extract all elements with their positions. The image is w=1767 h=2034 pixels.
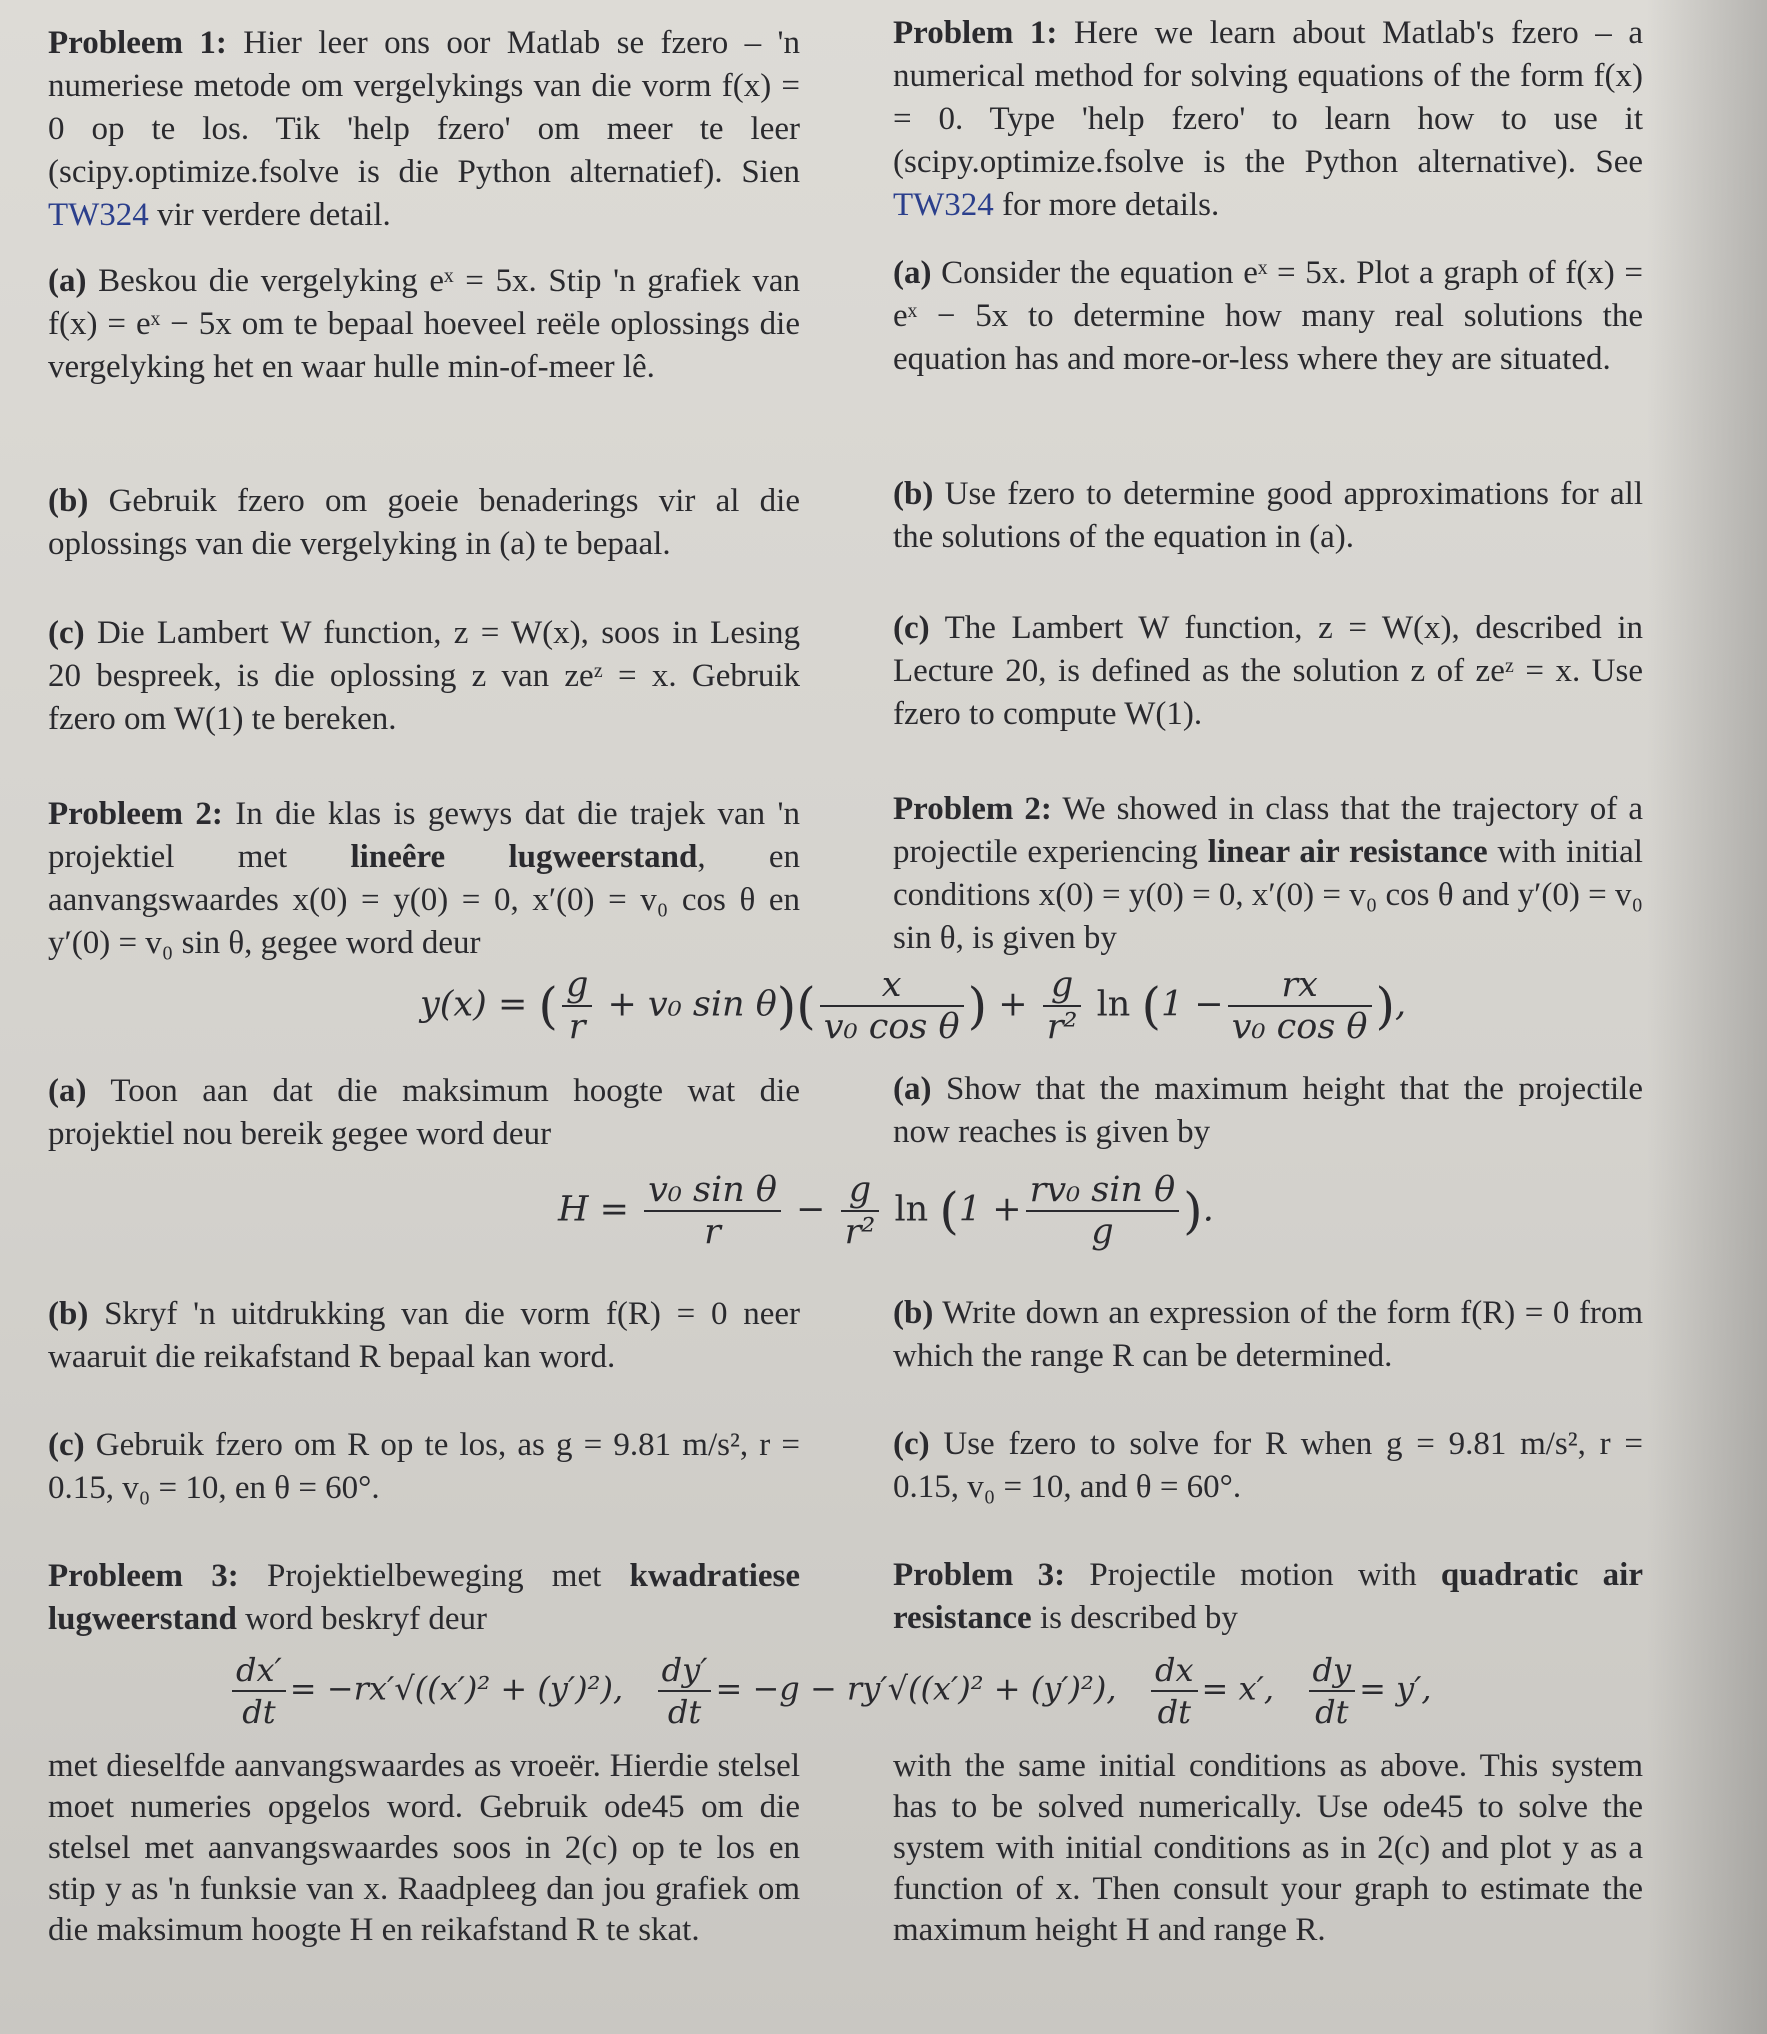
af-2a-text: Toon aan dat die maksimum hoogte wat die projektiel nou bereik gegee word deur <box>48 1073 800 1152</box>
en-1b-label: (b) <box>893 476 934 512</box>
eq1-paren-close: ) <box>776 977 797 1035</box>
eq1-frac-g-r <box>562 965 592 1047</box>
af-problem3-title: Probleem 3: <box>48 1558 239 1594</box>
eq2-num2: g <box>841 1170 880 1212</box>
en-2a-label: (a) <box>893 1071 932 1107</box>
quadratic-drag-system <box>228 1650 1432 1732</box>
en-1a-text: Consider the equation eˣ = 5x. Plot a graph of f(x) = eˣ − 5x to determine how many real solutions the equation has and more-or-less where they are situated. <box>893 255 1643 377</box>
en-problem2-a <box>893 1068 1643 1154</box>
eq1-lhs: y(x) = <box>420 984 528 1025</box>
eq1-num3: g <box>1043 965 1082 1007</box>
en-problem3-bold: quadratic air resistance <box>893 1557 1643 1636</box>
eq1-ln: ln <box>1096 984 1131 1025</box>
eq3-num2: dy′ <box>658 1650 712 1692</box>
af-tw324-link[interactable]: TW324 <box>48 197 149 233</box>
eq3-rhs2: = −g − ry′√((x′)² + (y′)²), <box>715 1669 1117 1708</box>
af-problem1-intro <box>48 22 800 237</box>
eq2-paren-open: ( <box>939 1182 959 1240</box>
max-height-equation <box>558 1170 1214 1252</box>
en-problem1-b <box>893 473 1643 559</box>
eq1-den: r <box>568 1007 586 1047</box>
af-problem3-text-end: word beskryf deur <box>236 1601 488 1637</box>
en-problem2-bold: linear air resistance <box>1207 834 1488 870</box>
eq1-den3: r² <box>1046 1007 1078 1047</box>
af-problem1-b <box>48 480 800 566</box>
af-problem1-c <box>48 612 800 741</box>
af-problem2-b <box>48 1293 800 1379</box>
eq2-lhs: H = <box>558 1189 629 1230</box>
eq2-frac-g-r2 <box>841 1170 880 1252</box>
en-problem3-title: Problem 3: <box>893 1557 1066 1593</box>
eq3-dx-dt <box>1151 1650 1198 1732</box>
af-1b-text: Gebruik fzero om goeie benaderings vir al die oplossings van die vergelyking in (a) te bepaal. <box>48 483 800 562</box>
af-problem3-bold: kwadratiese lugweerstand <box>48 1558 800 1637</box>
en-2b-text: Write down an expression of the form f(R) = 0 from which the range R can be determined. <box>893 1295 1643 1374</box>
eq3-rhs1: = −rx′√((x′)² + (y′)²), <box>289 1669 624 1708</box>
en-problem1-c <box>893 607 1643 736</box>
en-1c-text: The Lambert W function, z = W(x), described in Lecture 20, is defined as the solution z of zeᶻ = x. Use fzero to compute W(1). <box>893 610 1643 732</box>
eq1-den2: v₀ cos θ <box>823 1007 960 1047</box>
eq3-num4: dy <box>1309 1650 1356 1692</box>
af-problem3-intro <box>48 1555 800 1641</box>
af-1c-text: Die Lambert W function, z = W(x), soos in Lesing 20 bespreek, is die oplossing z van zeᶻ = x. Gebruik fzero om W(1) te bereken. <box>48 615 800 737</box>
af-1c-label: (c) <box>48 615 85 651</box>
eq1-num2: x <box>820 965 964 1007</box>
eq3-dyp-dt <box>658 1650 712 1732</box>
en-problem3-intro <box>893 1554 1643 1640</box>
eq1-frac-g-r2 <box>1043 965 1082 1047</box>
page-edge-shadow <box>1647 0 1767 2034</box>
af-problem3-body: met dieselfde aanvangswaardes as vroeër. Hierdie stelsel moet numeries opgelos word. Gebruik ode45 om die stelsel met aanvangswaardes soos in 2(c) op te los en stip y as 'n funksie van x. Raadpleeg dan jou grafiek om die maksimum hoogte H en reikafstand R te skat. <box>48 1748 800 1948</box>
af-1a-label: (a) <box>48 263 87 299</box>
en-problem1-text: Here we learn about Matlab's fzero – a numerical method for solving equations of the form f(x) = 0. Type 'help fzero' to learn how to use it (scipy.optimize.fsolve is the Python alternative). See <box>893 15 1643 180</box>
en-problem2-b <box>893 1292 1643 1378</box>
eq3-den4: dt <box>1315 1693 1349 1731</box>
en-problem2-text: We showed in class that the trajectory of a projectile experiencing <box>893 791 1643 870</box>
eq2-ln: ln <box>894 1189 929 1230</box>
eq1-term: + v₀ sin θ <box>607 984 777 1025</box>
af-1b-label: (b) <box>48 483 89 519</box>
af-problem2-a <box>48 1070 800 1156</box>
en-problem1-intro <box>893 12 1643 227</box>
en-problem2-title: Problem 2: <box>893 791 1052 827</box>
en-problem1-title: Problem 1: <box>893 15 1058 51</box>
en-problem2-intro <box>893 788 1643 960</box>
en-1a-label: (a) <box>893 255 932 291</box>
af-problem1-title: Probleem 1: <box>48 25 227 61</box>
eq1-tail: , <box>1395 984 1407 1025</box>
eq3-den1: dt <box>242 1693 276 1731</box>
en-problem3-body: with the same initial conditions as above. This system has to be solved numerically. Use ode45 to solve the system with initial conditions as in 2(c) and plot y as a function of x. Then consult your graph to estimate the maximum height H and range R. <box>893 1748 1643 1948</box>
eq3-num3: dx <box>1151 1650 1198 1692</box>
af-problem1-text-end: vir verdere detail. <box>148 197 391 233</box>
af-2a-label: (a) <box>48 1073 87 1109</box>
eq3-num1: dx′ <box>232 1650 286 1692</box>
af-problem1-text: Hier leer ons oor Matlab se fzero – 'n numeriese metode om vergelykings van die vorm f(x) = 0 op te los. Tik 'help fzero' om meer te leer (scipy.optimize.fsolve is die Python alternatief). Sien <box>48 25 800 190</box>
en-problem3-text: Projectile motion with <box>1065 1557 1441 1593</box>
eq3-den3: dt <box>1157 1693 1191 1731</box>
eq3-den2: dt <box>667 1693 702 1731</box>
af-problem2-text-end: , en aanvangswaardes x(0) = y(0) = 0, x′(0) = v₀ cos θ en y′(0) = v₀ sin θ, gegee word deur <box>48 839 800 961</box>
eq3-dxp-dt <box>232 1650 286 1732</box>
af-2c-text: Gebruik fzero om R op te los, as g = 9.81 m/s², r = 0.15, v₀ = 10, en θ = 60°. <box>48 1427 800 1506</box>
eq2-minus: − <box>796 1189 826 1230</box>
eq2-frac-v0sin <box>644 1170 781 1252</box>
en-2c-text: Use fzero to solve for R when g = 9.81 m/s², r = 0.15, v₀ = 10, and θ = 60°. <box>893 1426 1643 1505</box>
eq2-tail: . <box>1202 1189 1214 1230</box>
eq2-frac-rv0 <box>1026 1170 1180 1252</box>
en-problem2-text-end: with initial conditions x(0) = y(0) = 0, x′(0) = v₀ cos θ and y′(0) = v₀ sin θ, is given by <box>893 834 1643 956</box>
eq1-one-minus: 1 − <box>1161 984 1224 1025</box>
eq3-rhs4: = y′, <box>1359 1669 1432 1708</box>
af-problem2-bold: lineêre lugweerstand <box>350 839 698 875</box>
af-problem2-title: Probleem 2: <box>48 796 223 832</box>
eq1-paren-open3: ( <box>1141 977 1161 1035</box>
af-2b-text: Skryf 'n uitdrukking van die vorm f(R) = 0 neer waaruit die reikafstand R bepaal kan word. <box>48 1296 800 1375</box>
eq2-den2: r² <box>844 1212 876 1252</box>
en-1c-label: (c) <box>893 610 930 646</box>
en-problem1-text-end: for more details. <box>993 187 1220 223</box>
eq1-frac-x <box>820 965 964 1047</box>
af-2b-label: (b) <box>48 1296 89 1332</box>
en-2a-text: Show that the maximum height that the projectile now reaches is given by <box>893 1071 1643 1150</box>
eq2-den3: g <box>1091 1212 1114 1252</box>
eq1-num: g <box>562 965 592 1007</box>
af-problem1-a <box>48 260 800 389</box>
eq1-paren-open: ( <box>538 977 558 1035</box>
eq1-num4: rx <box>1228 965 1372 1007</box>
eq2-paren-close: ) <box>1183 1182 1203 1240</box>
eq1-paren-open2: ( <box>796 977 816 1035</box>
af-problem2-c <box>48 1424 800 1510</box>
eq2-num: v₀ sin θ <box>644 1170 781 1212</box>
eq2-den: r <box>704 1212 721 1252</box>
en-problem3-text-end: is described by <box>1031 1600 1238 1636</box>
af-problem3-text: Projektielbeweging met <box>238 1558 630 1594</box>
eq2-one-plus: 1 + <box>958 1189 1022 1230</box>
af-problem2-intro <box>48 793 800 965</box>
en-tw324-link[interactable]: TW324 <box>893 187 994 223</box>
eq2-num3: rv₀ sin θ <box>1026 1170 1180 1212</box>
trajectory-equation <box>420 965 1406 1047</box>
af-problem2-text: In die klas is gewys dat die trajek van 'n projektiel met <box>48 796 800 875</box>
en-problem2-c <box>893 1423 1643 1509</box>
eq1-paren-close2: ) <box>967 977 988 1035</box>
eq1-den4: v₀ cos θ <box>1231 1007 1368 1047</box>
en-1b-text: Use fzero to determine good approximations for all the solutions of the equation in (a). <box>893 476 1643 555</box>
af-2c-label: (c) <box>48 1427 85 1463</box>
eq1-plus: + <box>998 984 1028 1025</box>
af-1a-text: Beskou die vergelyking eˣ = 5x. Stip 'n grafiek van f(x) = eˣ − 5x om te bepaal hoeveel reële oplossings die vergelyking het en waar hulle min-of-meer lê. <box>48 263 800 385</box>
eq3-rhs3: = x′, <box>1201 1669 1275 1708</box>
en-2b-label: (b) <box>893 1295 934 1331</box>
en-2c-label: (c) <box>893 1426 930 1462</box>
eq1-paren-close3: ) <box>1375 977 1396 1035</box>
eq3-dy-dt <box>1309 1650 1356 1732</box>
eq1-frac-rx <box>1228 965 1372 1047</box>
en-problem1-a <box>893 252 1643 381</box>
